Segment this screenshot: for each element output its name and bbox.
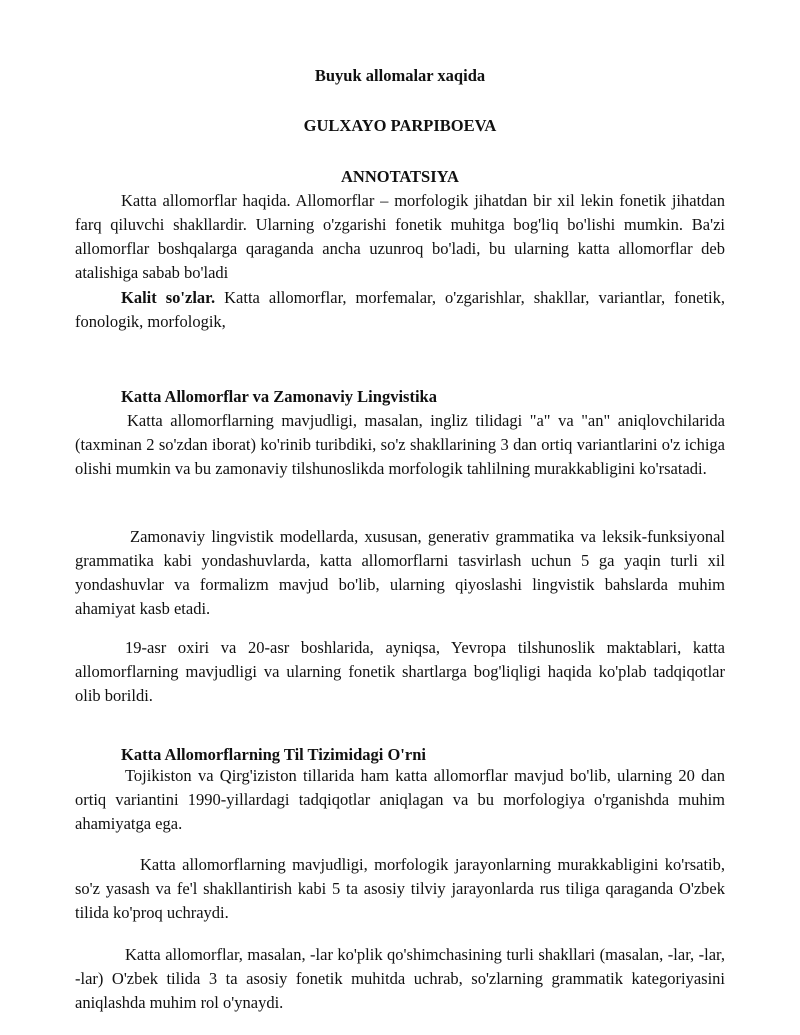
section1-paragraph-1: Katta allomorflarning mavjudligi, masalan, ingliz tilidagi "a" va "an" aniqlovchilarida (taxminan 2 so'zdan iborat) ko'rinib turibdiki, so'z shakllarining 3 dan ortiq variantlarini o'z ichiga olishi mumkin va bu zamonaviy tilshunoslikda morfologik tahlilning murakkabligini ko'rsatadi. [75, 411, 725, 478]
annotation-text: Katta allomorflar haqida. Allomorflar – morfologik jihatdan bir xil lekin fonetik jihatdan farq qiluvchi shakllardir. Ularning o'zgarishi fonetik muhitga bog'liq bo'lishi mumkin. Ba'zi allomorflar boshqalarga qaraganda ancha uzunroq bo'ladi, bu ularning katta allomorflar deb atalishiga sabab bo'ladi [75, 191, 725, 282]
section2-paragraph-2: Katta allomorflarning mavjudligi, morfologik jarayonlarning murakkabligini ko'rsatib, so'z yasash va fe'l shakllantirish kabi 5 ta asosiy tilviy jarayonlarda rus tiliga qaraganda O'zbek tilida ko'proq uchraydi. [75, 855, 725, 922]
keywords-label: Kalit so'zlar. [121, 288, 216, 307]
section1-paragraph-2: Zamonaviy lingvistik modellarda, xususan, generativ grammatika va leksik-funksiyonal grammatika kabi yondashuvlarda, katta allomorflarni tasvirlash uchun 5 ga yaqin turli xil yondashuvlar va formalizm mavjud bo'lib, ularning qiyoslashi lingvistik bahslarda muhim ahamiyat kasb etadi. [75, 527, 725, 618]
section1-heading: Katta Allomorflar va Zamonaviy Lingvistika [121, 387, 437, 406]
author-name: GULXAYO PARPIBOEVA [303, 116, 497, 135]
keywords-text: Katta allomorflar, morfemalar, o'zgarishlar, shakllar, variantlar, fonetik, fonologik, morfologik, [75, 288, 725, 331]
keywords-paragraph [75, 286, 725, 334]
section2-heading: Katta Allomorflarning Til Tizimidagi O'rni [121, 745, 426, 764]
section1-paragraph-3: 19-asr oxiri va 20-asr boshlarida, ayniqsa, Yevropa tilshunoslik maktablari, katta allomorflarning mavjudligi va ularning fonetik shartlarga bog'liqligi haqida ko'plab tadqiqotlar olib borildi. [75, 638, 725, 705]
section2-paragraph-3: Katta allomorflar, masalan, -lar ko'plik qo'shimchasining turli shakllari (masalan, -lar, -lar, -lar) O'zbek tilida 3 ta asosiy fonetik muhitda uchrab, so'zlarning grammatik kategoriyasini aniqlashda muhim rol o'ynaydi. [75, 945, 725, 1012]
annotation-heading: ANNOTATSIYA [341, 167, 459, 186]
section2-paragraph-1: Tojikiston va Qirg'iziston tillarida ham katta allomorflar mavjud bo'lib, ularning 20 dan ortiq variantini 1990-yillardagi tadqiqotlar aniqlagan va bu morfologiya o'rganishda muhim ahamiyatga ega. [75, 766, 725, 833]
document-title: Buyuk allomalar xaqida [314, 66, 486, 85]
